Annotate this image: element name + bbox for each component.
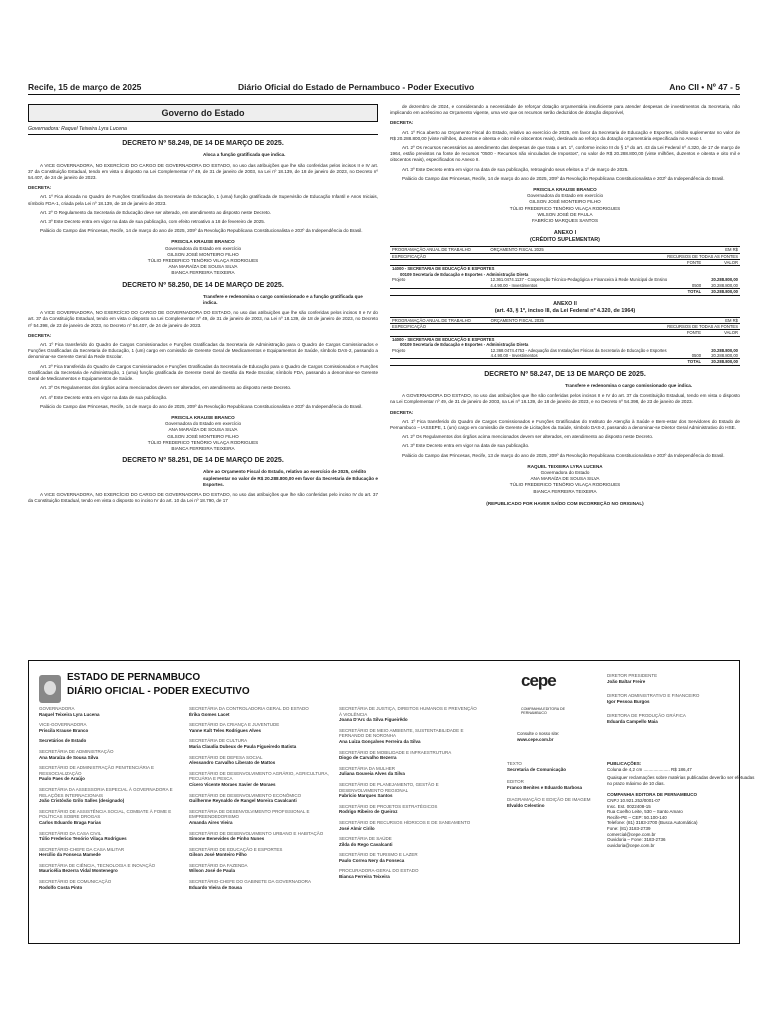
secretary-entry: SECRETÁRIO DE TURISMO E LAZER Paulo Correa Nery da Fonseca [339,852,418,863]
signature-role: Governadora do Estado [540,469,590,475]
company-info-line: Ouvidoria – Fone: 3183-2736 [607,837,666,843]
signature-name: ANA MARAÍZA DE SOUSA SILVA [168,427,238,433]
expediente-box [28,660,755,944]
secretary-entry: SECRETÁRIO-CHEFE DA CASA MILITAR Hercílio da Fonseca Mamede [39,846,125,858]
secretary-entry: SECRETÁRIO DE ADMINISTRAÇÃO PENITENCIÁRIA E RESSOCIALIZAÇÃO Paulo Paes de Araújo [39,765,155,782]
signature-name: TÚLIO FREDERICO TENÓRIO VILAÇA RODRIGUES [509,482,621,488]
signature-name: PRISCILA KRAUSE BRANCO [171,239,235,245]
signature-name: BIANCA FERREIRA TEIXEIRA [171,270,235,276]
expediente-diario-title: DIÁRIO OFICIAL - PODER EXECUTIVO [67,686,250,697]
credits-entry: TEXTO Secretaria de Comunicação [507,761,567,772]
header-title: Diário Oficial do Estado de Pernambuco - Poder Executivo [238,82,475,92]
signature-name: GILSON JOSÉ MONTEIRO FILHO [529,199,601,205]
article: Art. 1º Fica alocada no Quadro de Funções Gratificadas da Secretaria de Educação, 1 (uma) função gratificada de Supervisão de Educação Infantil e Anos Iniciais, símbolo FDA-1, criada pela Lei nº 18.139, de 18 de janeiro de 2023. [28,194,378,206]
signature-name: GILSON JOSÉ MONTEIRO FILHO [167,433,239,439]
decreta-label: DECRETA: [28,332,52,338]
secretary-entry: SECRETÁRIA DE CULTURA Maria Claudia Dubeux de Paula Figueiredo Batista [189,738,297,749]
palacio-text: Palácio do Campo das Princesas, Recife, 14 de março do ano de 2025, 209º da Revolução Republicana Constitucionalista e 203º da Independência do Brasil. [40,228,363,234]
decree-title: DECRETO Nº 58.251, DE 14 DE MARÇO DE 2025. [122,457,284,465]
signature-name: TÚLIO FREDERICO TENÓRIO VILAÇA RODRIGUES [147,258,259,264]
decreta-label: DECRETA: [390,120,414,126]
company-info-line: Fone: (81) 3183-2739 [607,825,651,831]
table-row: 00109 Secretaria de Educação e Esportes - Administração Direta [400,271,529,277]
cepe-logo-subtitle: COMPANHIA EDITORA DE PERNAMBUCO [521,707,565,715]
table-total-row: TOTAL 20.288.800,00 [390,359,740,365]
signature-name: WILSON JOSÉ DE PAULA [537,211,593,217]
secretary-entry: SECRETÁRIO DE MOBILIDADE E INFRAESTRUTURA Diogo de Carvalho Bezerra [339,749,452,761]
secretary-entry: SECRETÁRIA DE SAÚDE Zilda do Rego Cavalcanti [339,836,393,847]
signatures [28,239,378,276]
signature-name: TÚLIO FREDERICO TENÓRIO VILAÇA RODRIGUES [509,205,621,211]
publications-info: PUBLICAÇÕES: Coluna de 4,2 cm ..................... R$ 186,47 Quaisquer reclamações sobre matérias publicadas deverão ser efetuadas no prazo máximo de 10 dias. COMPANHIA EDITORA DE PERNAMBUCO CNPJ 10.921.252/0001-07 Insc. Est. 0022408-15 Rua Coelho Leite, 530 – Santo Amaro Recife-PE – CEP: 50.100-140 Telefone: (81) 3183-2700 (Busca Automática) Fone: (81) 3183-2739 comercial@cepe.com.br Ouvidoria – Fone: 3183-2736 ouvidoria@cepe.com.br [607,761,757,848]
article: Art. 2º Os Regulamentos dos órgãos acima mencionados devem ser alterados, em atendimento ao disposto neste Decreto. [402,434,654,440]
director-entry: DIRETOR ADMINISTRATIVO E FINANCEIRO Igor Pessoa Burgos [607,693,700,704]
article: Art. 2º O Regulamento da Secretaria de Educação deve ser alterado, em atendimento ao disposto neste Decreto. [40,209,271,215]
company-info-line: Rua Coelho Leite, 530 – Santo Amaro [607,809,683,815]
annex-title: ANEXO I (CRÉDITO SUPLEMENTAR) [530,230,600,244]
company-info-line: Telefone: (81) 3183-2700 (Busca Automática) [607,820,698,826]
secretary-entry: SECRETÁRIA DE ADMINISTRAÇÃO Ana Maraíza de Sousa Silva [39,748,114,760]
secretary-entry: GOVERNADORA Raquel Teixeira Lyra Lucena [39,706,100,717]
article: Art. 1º Fica aberto ao Orçamento Fiscal do Estado, relativo ao exercício de 2025, em favor da Secretaria de Educação e Esportes, crédito suplementar no valor de R$ 20.288.800,00 (vinte milhões, duzentos e oitenta e oito mil e oitocentos reais), destinado ao reforço da dotação orçamentária especificada no Anexo I. [390,129,740,141]
secretaries-column [339,706,479,885]
table-row: 4.4.90.00 - Investimentos 0500 20.288.800,00 [490,282,738,288]
secretary-entry: SECRETÁRIO DE DEFESA SOCIAL Alessandro Carvalho Liberato de Mattos [189,754,276,766]
secretary-entry: SECRETÁRIO DE MEIO AMBIENTE, SUSTENTABILIDADE E FERNANDO DE NORONHA Ana Luiza Gonçalves Ferreira da Silva [339,727,464,744]
signatures [28,415,378,452]
signatures [390,187,740,224]
annex-title: ANEXO II (art. 43, § 1º, inciso III, da Lei Federal nº 4.320, de 1964) [494,300,636,314]
page-header [28,82,740,95]
company-info-line: Insc. Est. 0022408-15 [607,803,651,809]
secretary-entry: SECRETÁRIO DE PROJETOS ESTRATÉGICOS Rodrigo Ribeiro de Queiroz [339,803,438,815]
signature-name: PRISCILA KRAUSE BRANCO [533,187,597,193]
table-row: Projeto 12.361.0474.1137 - Cooperação Técnico-Pedagógica e Financeira à Rede Municipal de Ensino 20.288.800,00 [392,277,738,283]
republication-note: (REPUBLICADO POR HAVER SAÍDO COM INCORREÇÃO NO ORIGINAL) [486,500,644,506]
secretary-entry: SECRETÁRIA DE CIÊNCIA, TECNOLOGIA E INOVAÇÃO Mauricélia Bezerra Vidal Montenegro [39,862,156,874]
decreta-label: DECRETA: [28,185,52,191]
signature-name: FABRÍCIO MARQUES SANTOS [531,218,599,224]
decree-title: DECRETO Nº 58.250, DE 14 DE MARÇO DE 2025. [122,281,284,289]
secretary-entry: SECRETÁRIO DE EDUCAÇÃO E ESPORTES Gilson José Monteiro Filho [189,846,283,858]
palacio-text: Palácio do Campo das Princesas, Recife, 13 de março do ano de 2025, 209º da Revolução Republicana Constitucionalista e 203º da Independência do Brasil. [402,452,725,458]
decree-intro: A VICE GOVERNADORA, NO EXERCÍCIO DO CARGO DE GOVERNADORA DO ESTADO, no uso das atribuições que lhe são conferidas pelo inciso IV do art. 37 da Constituição Estadual, tendo em vista o disposto no inciso IV do art. 10 da Lei nº 18.790, de 17 [28,491,378,504]
signature-name: BIANCA FERREIRA TEIXEIRA [533,488,597,494]
secretary-entry: SECRETÁRIA DE DESENVOLVIMENTO PROFISSIONAL E EMPREENDEDORISMO Amanda Aires Vieira [189,808,310,825]
decree-summary: Transfere e redenomina o cargo comissionado que indica. [565,382,693,388]
coat-of-arms-icon [39,675,61,703]
decree-summary: Aloca a função gratificada que indica. [203,152,286,158]
table-row: 4.4.90.00 - Investimentos 0500 20.288.800,00 [490,352,738,358]
section-title: Governo do Estado [28,104,378,122]
signature-name: TÚLIO FREDERICO TENÓRIO VILAÇA RODRIGUES [147,439,259,445]
secretary-entry: SECRETÁRIO DE DESENVOLVIMENTO ECONÔMICO Guilherme Reynaldo de Rangel Moreira Cavalcanti [189,792,302,804]
cepe-logo [521,673,567,717]
decreta-label: DECRETA: [390,409,414,415]
site-info: Consulte o nosso site: www.cepe.com.br [517,731,560,742]
secretary-entry: SECRETÁRIA DA MULHER Juliana Gouveia Alves da Silva [339,765,405,777]
article: Art. 3º Este Decreto entra em vigor na data de sua publicação, com efeito retroativo a 18 de fevereiro de 2025. [40,219,266,225]
secretary-entry: SECRETÁRIO DE DESENVOLVIMENTO URBANO E HABITAÇÃO Simone Benevides de Pinho Nunes [189,830,324,842]
company-info-line: CNPJ 10.921.252/0001-07 [607,797,661,803]
decree-intro: A GOVERNADORA DO ESTADO, no uso das atribuições que lhe são conferidas pelos incisos II e IV do art. 37 da Constituição Estadual, tendo em vista o disposto na Lei Complementar nº 49, de 31 de janeiro de 2003, na Lei nº 18.139, de 18 de janeiro de 2023, e no Decreto nº 54.398, de 23 de janeiro de 2023. [390,393,740,405]
article: Art. 1º Fica transferido do Quadro de Cargos Comissionados e Funções Gratificadas da Secretaria de Administração para o Quadro de Cargos Comissionados e Funções Gratificadas da Secretaria de Educação, 1 (um) cargo em comissão de Gerente Geral de Medicamentos e Equipamentos de Saúde, símbolo DAS-2, passando a denominar-se Gerente Geral da Rede Escolar. [28,342,378,360]
table-row: 14000 - SECRETARIA DE EDUCAÇÃO E ESPORTES [392,336,495,342]
decree-intro: A VICE GOVERNADORA, NO EXERCÍCIO DO CARGO DE GOVERNADORA DO ESTADO, no uso das atribuições que lhe são conferidas pelos incisos II e IV art. 37 da Constituição Estadual, tendo em vista o disposto na Lei Complementar nº 49, de 31 de janeiro de 2003, na Lei nº 18.139, de 18 de janeiro de 2023, no Decreto nº 54.407, de 24 de janeiro de 2023. [28,162,378,181]
article: Art. 3º Este Decreto entra em vigor na data de sua publicação. [402,443,530,449]
secretary-entry: SECRETÁRIO DA CASA CIVIL Túlio Frederico Tenório Vilaça Rodrigues [39,830,127,842]
secretary-entry: SECRETÁRIA DE JUSTIÇA, DIREITOS HUMANOS E PREVENÇÃO À VIOLÊNCIA Joana D'Arc da Silva Figueirêdo [339,706,477,723]
annex-table: PROGRAMAÇÃO ANUAL DE TRABALHO ORÇAMENTO FISCAL 2025 EM R$ ESPECIFICAÇÃO RECURSOS DE TODAS AS FONTES FONTE VALOR 14000 - SECRETARIA DE EDUCAÇÃO E ESPORTES 00109 Secretaria de Educação e Esportes - Administração Direta Projeto 12.368.0474.4753 - Adequação das Instalações Físicas da Secretaria de Educação e Esportes 20.288.800,00 4.4.90.00 - Investimentos 0500 20.288.800,00 TOTAL 20.288.800,00 [392,317,738,365]
decree-title: DECRETO Nº 58.249, DE 14 DE MARÇO DE 2025. [122,140,284,148]
secretaries-column [39,706,179,895]
secretary-entry: SECRETÁRIO-CHEFE DO GABINETE DA GOVERNADORA Eduardo Vieira de Sousa [189,879,312,890]
company-info-line: Recife-PE – CEP: 50.100-140 [607,814,667,820]
annex-table: PROGRAMAÇÃO ANUAL DE TRABALHO ORÇAMENTO FISCAL 2025 EM R$ ESPECIFICAÇÃO RECURSOS DE TODAS AS FONTES FONTE VALOR 14000 - SECRETARIA DE EDUCAÇÃO E ESPORTES 00109 Secretaria de Educação e Esportes - Administração Direta Projeto 12.361.0474.1137 - Cooperação Técnico-Pedagógica e Financeira à Rede Municipal de Ensino 20.288.800,00 4.4.90.00 - Investimentos 0500 20.288.800,00 TOTAL 20.288.800,00 [392,247,738,295]
secretary-entry: SECRETÁRIO DA FAZENDA Wilson José de Paula [189,862,248,874]
cepe-logo-text: cepe [521,671,556,690]
secretary-entry: VICE-GOVERNADORA Priscila Krause Branco [39,722,89,733]
table-row: 00109 Secretaria de Educação e Esportes - Administração Direta [400,342,529,348]
decree-intro: A VICE GOVERNADORA, NO EXERCÍCIO DO CARGO DE GOVERNADORA DO ESTADO, no uso das atribuições que lhe são conferidas pelos incisos II e IV do art. 37 da Constituição Estadual, tendo em vista o disposto na Lei Complementar nº 49, de 31 de janeiro de 2003, na Lei nº 18.139, de 18 de janeiro de 2023, no Decreto nº 54.398, de 23 de janeiro de 2023, no Decreto nº 54.407, de 24 de janeiro de 2023. [28,310,378,328]
secretaries-column [189,706,329,895]
continued-text: de dezembro de 2024, e considerando a necessidade de reforçar dotação orçamentária insuficiente para atender despesas de investimentos da Secretaria, não implicando em acréscimo ao Orçamento vigente, uma vez que os recursos serão deduzidos de dotação disponível, [390,104,740,116]
secretary-entry: PROCURADORA-GERAL DO ESTADO Bianca Ferreira Teixeira [339,868,419,880]
company-info-line: comercial@cepe.com.br [607,831,656,837]
signature-role: Governadora do Estado em exercício [526,193,604,199]
decree-title: DECRETO Nº 58.247, DE 13 DE MARÇO DE 2025. [484,370,646,378]
director-entry: DIRETORA DE PRODUÇÃO GRÁFICA Eduarda Campello Maia [607,713,686,724]
secretary-entry: SECRETÁRIO DA CRIANÇA E JUVENTUDE Yanne Kalt Teles Rodrigues Alves [189,722,280,733]
signature-name: RAQUEL TEIXEIRA LYRA LUCENA [527,463,603,469]
secretary-entry: SECRETÁRIO DE PLANEJAMENTO, GESTÃO E DESENVOLVIMENTO REGIONAL Fabrício Marques Santos [339,781,439,799]
signature-name: PRISCILA KRAUSE BRANCO [171,414,235,420]
company-info-line: ouvidoria@cepe.com.br [607,842,655,848]
table-row: 14000 - SECRETARIA DE EDUCAÇÃO E ESPORTES [392,266,495,272]
signature-name: GILSON JOSÉ MONTEIRO FILHO [167,251,239,257]
secretary-entry: SECRETÁRIO DE COMUNICAÇÃO Rodolfo Costa Pinto [39,879,112,890]
left-column [28,104,378,507]
site-link[interactable]: www.cepe.com.br [517,736,554,742]
signature-role: Governadora do Estado em exercício [164,245,242,251]
article: Art. 3º Este Decreto entra em vigor na data de sua publicação, retroagindo seus efeitos a 1º de março de 2025. [402,166,629,172]
signature-name: ANA MARAÍZA DE SOUSA SILVA [168,264,238,270]
article: Art. 3º Os Regulamentos dos órgãos acima mencionados devem ser alterados, em atendimento ao disposto neste Decreto. [40,385,292,391]
header-date: Recife, 15 de março de 2025 [28,82,142,92]
header-edition: Ano CII • Nº 47 - 5 [669,82,740,92]
palacio-text: Palácio do Campo das Princesas, Recife, 14 de março do ano de 2025, 209º da Revolução Republicana Constitucionalista e 203º da Independência do Brasil. [40,403,363,409]
article: Art. 2º Os recursos necessários ao atendimento das despesas de que trata o art. 1º, conforme inciso III do § 1º do art. 43 da Lei Federal nº 4.320, de 17 de março de 1964, estão previstos na fonte de recursos "0500 - Recursos não vinculados de Impostos", no valor de R$ 20.288.800,00 (vinte milhões, duzentos e oitenta e oito mil e oitocentos reais), especificados no Anexo II. [390,145,740,163]
palacio-text: Palácio do Campo das Princesas, Recife, 14 de março do ano de 2025, 209º da Revolução Republicana Constitucionalista e 203º da Independência do Brasil. [402,175,725,181]
secretary-entry: SECRETÁRIA DA ASSESSORIA ESPECIAL À GOVERNADORA E RELAÇÕES INTERNACIONAIS João Cristóvão Grilo Salles (designado) [39,786,173,804]
credits-entry: EDITOR Franco Benites e Eduardo Barbosa [507,779,583,790]
secretary-entry: SECRETÁRIO DE ASSISTÊNCIA SOCIAL, COMBATE À FOME E POLÍTICAS SOBRE DROGAS Carlos Eduardo Braga Farias [39,808,172,825]
decree-summary: Abre ao Orçamento Fiscal do Estado, relativo ao exercício de 2025, crédito suplementar no valor de R$ 20.288.800,00 em favor da Secretaria de Educação e Esportes. [203,469,378,487]
signature-role: Governadora do Estado em exercício [164,421,242,427]
credits-entry: DIAGRAMAÇÃO E EDIÇÃO DE IMAGEM Elvaldo Celestino [507,797,591,808]
right-column [390,104,740,507]
article: Art. 2º Fica transferida do Quadro de Cargos Comissionados e Funções Gratificadas da Secretaria de Educação para o Quadro de Cargos Comissionados e Funções Gratificadas da Secretaria de Administração, 1 (uma) função gratificada de Gerente Geral de Gestão da Rede Escolar, símbolo FDA, passando a denominar-se Gerente Geral de Medicamentos e Equipamentos de Saúde. [28,363,378,382]
secretary-entry: SECRETÁRIO DE RECURSOS HÍDRICOS E DE SANEAMENTO José Almir Cirilo [339,819,471,831]
governadora-line: Governadora: Raquel Teixeira Lyra Lucena [28,126,378,135]
secretary-entry: Secretários de Estado [39,738,87,744]
signature-name: BIANCA FERREIRA TEIXEIRA [171,445,235,451]
director-entry: DIRETOR PRESIDENTE João Baltar Freire [607,673,658,684]
expediente-state-title: ESTADO DE PERNAMBUCO [67,672,201,683]
table-total-row: TOTAL 20.288.800,00 [390,289,740,295]
secretary-entry: SECRETÁRIA DA CONTROLADORIA GERAL DO ESTADO Érika Gomes Lacet [189,706,309,717]
table-row: Projeto 12.368.0474.4753 - Adequação das Instalações Físicas da Secretaria de Educação e Esportes 20.288.800,00 [392,347,738,353]
secretary-entry: SECRETÁRIO DE DESENVOLVIMENTO AGRÁRIO, AGRICULTURA, PECUÁRIA E PESCA Cícero Vicente Moraes Xavier de Moraes [189,770,329,787]
article: Art. 4º Este Decreto entra em vigor na data de sua publicação. [40,394,168,400]
signature-name: ANA MARAÍZA DE SOUSA SILVA [530,476,600,482]
signatures [390,464,740,495]
article: Art. 1º Fica transferido do Quadro de Cargos Comissionados e Funções Gratificadas do Instituto de Atenção à Saúde e Bem-estar dos Servidores do Estado de Pernambuco – IASSEPE, 1 (um) cargo em comissão de Gerente de Licitações da Saúde, símbolo DAS-2, passando a denominar-se Diretor Geral Administrativo do HSE. [390,418,740,430]
decree-summary: Transfere e redenomina o cargo comissionado e a função gratificada que indica. [203,293,363,306]
